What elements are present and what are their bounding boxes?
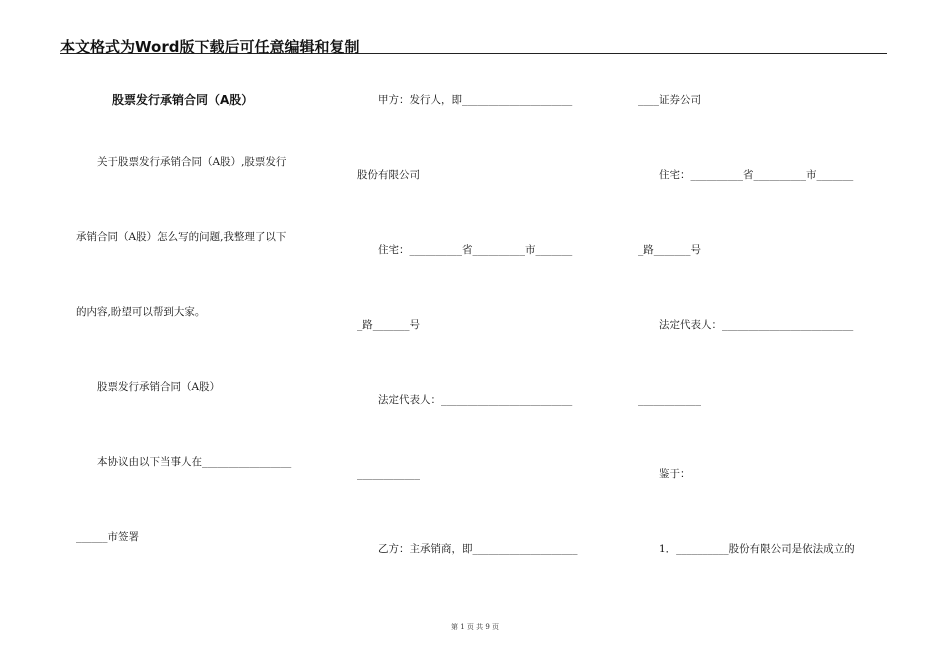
text-column-2 <box>357 0 605 672</box>
text-column-3 <box>638 0 886 672</box>
text-line: 鉴于： <box>638 468 691 480</box>
text-line: ____________ <box>357 468 420 480</box>
page-footer: 第 1 页 共 9 页 <box>450 623 500 631</box>
text-line: 承销合同（A股）怎么写的问题,我整理了以下 <box>76 231 287 243</box>
text-line: 甲方：发行人，即_____________________ <box>357 94 573 106</box>
text-line: _路_______号 <box>638 244 701 256</box>
text-line: 本协议由以下当事人在_________________ <box>76 456 292 468</box>
text-line: 住宅：__________省__________市_______ <box>357 244 573 256</box>
text-line: 法定代表人：_________________________ <box>638 319 854 331</box>
text-line: 股份有限公司 <box>357 169 420 181</box>
text-line: 关于股票发行承销合同（A股）,股票发行 <box>76 156 287 168</box>
text-line: 的内容,盼望可以帮到大家。 <box>76 306 206 318</box>
text-line: ______市签署 <box>76 531 139 543</box>
contract-title: 股票发行承销合同（A股） <box>76 93 254 107</box>
text-line: 法定代表人：_________________________ <box>357 394 573 406</box>
text-line: 股票发行承销合同（A股） <box>76 381 221 393</box>
text-column-1 <box>76 0 324 672</box>
text-line: 住宅：__________省__________市_______ <box>638 169 854 181</box>
text-line: 1．__________股份有限公司是依法成立的 <box>638 543 855 555</box>
text-line: ____证券公司 <box>638 94 701 106</box>
text-line: ____________ <box>638 394 701 406</box>
text-line: 乙方：主承销商，即____________________ <box>357 543 578 555</box>
text-line: _路_______号 <box>357 319 420 331</box>
document-header-title: 本文格式为Word版下载后可任意编辑和复制 <box>60 38 360 56</box>
